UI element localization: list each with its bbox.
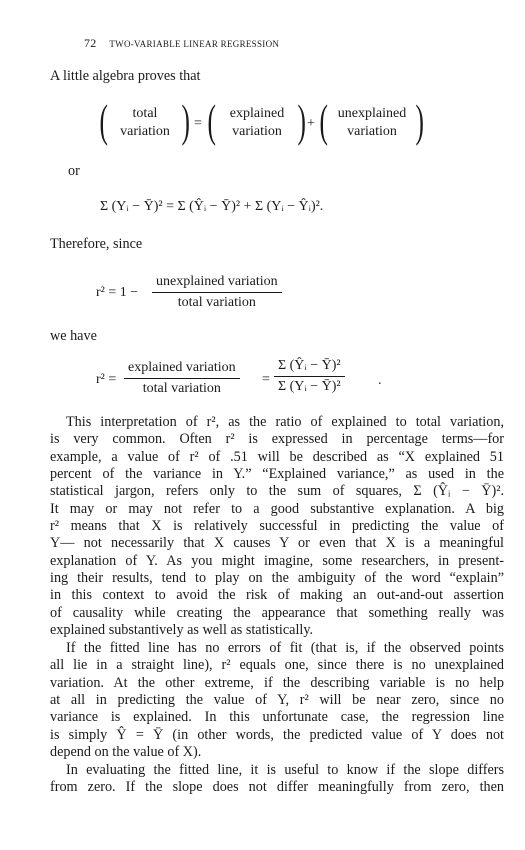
paragraph-line: ing their results, tend to play on the ambiguity of the word “explain” bbox=[50, 570, 504, 587]
running-title: TWO-VARIABLE LINEAR REGRESSION bbox=[109, 39, 280, 49]
paragraph-line: explained substantively as well as statistically. bbox=[50, 622, 314, 639]
paragraph-line: from zero. If the slope does not differ meaningfully from zero, then bbox=[50, 779, 504, 796]
total-variation-denominator: total variation bbox=[152, 292, 282, 311]
therefore-text: Therefore, since bbox=[50, 236, 143, 252]
variation-word-explained: variation bbox=[232, 124, 282, 139]
explained-word: explained bbox=[229, 106, 285, 121]
r2-definition-lhs: r² = 1 − bbox=[96, 285, 139, 300]
r2-ratio-equals: = bbox=[262, 372, 270, 387]
paragraph-slope bbox=[50, 762, 504, 797]
intro-text: A little algebra proves that bbox=[50, 68, 201, 84]
or-word: or bbox=[68, 163, 80, 179]
equals-sign: = bbox=[194, 116, 202, 131]
paragraph-line: is simply Ŷ = Ȳ (in other words, the predicted value of Y does not bbox=[50, 726, 504, 743]
r2-ratio-fraction-sums bbox=[274, 358, 345, 395]
paragraph-line: percent of the variance in Y.” “Explained variance,” as used in the bbox=[50, 466, 504, 483]
variation-decomposition bbox=[99, 95, 424, 148]
paragraph-line: r² means that X is relatively successful in predicting the value of bbox=[50, 518, 504, 535]
plus-sign: + bbox=[307, 116, 315, 131]
paragraph-line: is very common. Often r² is expressed in percentage terms—for bbox=[50, 431, 504, 448]
r2-ratio-period: . bbox=[378, 373, 382, 388]
paragraph-line: If the fitted line has no errors of fit (that is, if the observed points bbox=[66, 640, 504, 656]
left-paren-explained: ( bbox=[207, 95, 216, 146]
unexplained-variation-numerator: unexplained variation bbox=[156, 274, 278, 289]
page-number: 72 bbox=[84, 36, 97, 50]
paragraph-line: variation. At the other extreme, if the describing variable is no help bbox=[50, 674, 504, 691]
total-variation-denominator-2: total variation bbox=[124, 378, 240, 397]
paragraph-line: at all in predicting the value of Y, r² will be near zero, since no bbox=[50, 692, 504, 709]
total-sum-denominator: Σ (Yᵢ − Ȳ)² bbox=[274, 376, 345, 395]
paragraph-line: in this context to avoid the risk of making an out-and-out assertion bbox=[50, 587, 504, 604]
r2-definition-fraction bbox=[152, 274, 282, 311]
unexplained-word: unexplained bbox=[337, 106, 407, 121]
paragraph-line: example, a value of r² of .51 will be described as “X explained 51 bbox=[50, 448, 504, 465]
paragraph-line: This interpretation of r², as the ratio of explained to total variation, bbox=[66, 414, 504, 430]
right-paren-total: ) bbox=[181, 95, 190, 146]
variation-word-total: variation bbox=[120, 124, 170, 139]
r2-ratio-fraction-words bbox=[124, 360, 240, 397]
paragraph-line: depend on the value of X). bbox=[50, 744, 202, 761]
paragraph-line: all lie in a straight line), r² equals one, since there is no unexplained bbox=[50, 657, 504, 674]
paragraph-line: In evaluating the fitted line, it is useful to know if the slope differs bbox=[66, 762, 504, 778]
explained-variation-numerator: explained variation bbox=[128, 360, 236, 375]
paragraph-line: statistical jargon, refers only to the sum of squares, Σ (Ŷᵢ − Ȳ)². bbox=[50, 483, 504, 500]
total-word: total bbox=[132, 106, 158, 121]
r2-ratio-lhs: r² = bbox=[96, 372, 117, 387]
paragraph-line: explanation of Y. As you might imagine, some researchers, in present- bbox=[50, 552, 504, 569]
right-paren-unexplained: ) bbox=[415, 95, 424, 146]
we-have-text: we have bbox=[50, 328, 97, 344]
paragraph-interpretation bbox=[50, 414, 504, 639]
paragraph-line: It may or may not refer to a good substantive explanation. A big bbox=[50, 500, 504, 517]
variation-word-unexplained: variation bbox=[347, 124, 397, 139]
right-paren-explained: ) bbox=[297, 95, 306, 146]
paragraph-line: variance is explained. In this unfortunate case, the regression line bbox=[50, 709, 504, 726]
left-paren-unexplained: ( bbox=[319, 95, 328, 146]
paragraph-line: of causality while creating the appearance that something really was bbox=[50, 604, 504, 621]
left-paren-total: ( bbox=[99, 95, 108, 146]
running-header bbox=[84, 36, 279, 51]
paragraph-line: Y— not necessarily that X causes Y or even that X is a meaningful bbox=[50, 535, 504, 552]
explained-sum-numerator: Σ (Ŷᵢ − Ȳ)² bbox=[278, 358, 341, 373]
paragraph-fitted-line bbox=[50, 640, 504, 761]
sum-of-squares-equation: Σ (Yᵢ − Ȳ)² = Σ (Ŷᵢ − Ȳ)² + Σ (Yᵢ − Ŷᵢ)². bbox=[100, 199, 324, 214]
